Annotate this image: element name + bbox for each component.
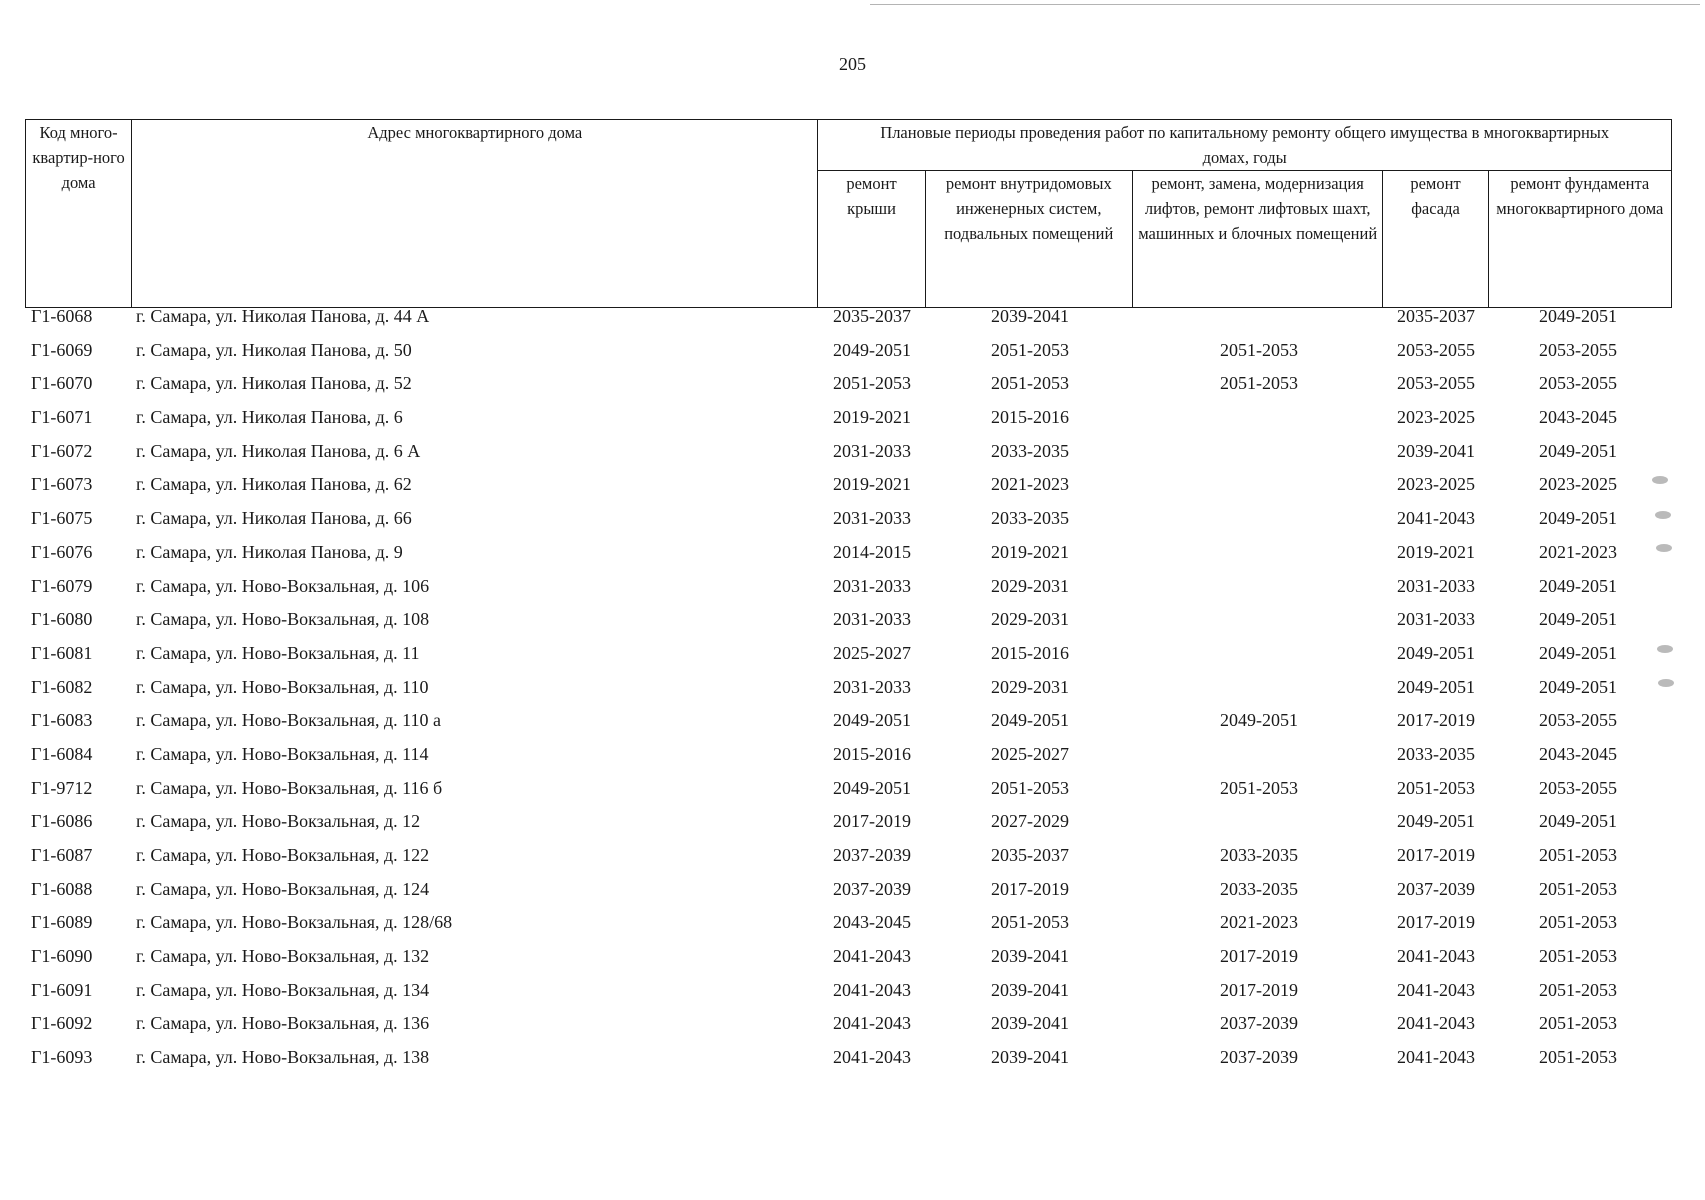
cell-address: г. Самара, ул. Николая Панова, д. 44 А	[136, 306, 430, 326]
cell-foundation: 2051-2053	[1539, 912, 1617, 933]
cell-elevators: 2051-2053	[1220, 339, 1298, 360]
cell-facade: 2041-2043	[1397, 1013, 1475, 1034]
cell-facade: 2017-2019	[1397, 845, 1475, 865]
cell-foundation: 2051-2053	[1539, 946, 1617, 967]
cell-facade: 2041-2043	[1397, 946, 1475, 967]
cell-code: Г1-6071	[31, 407, 93, 428]
cell-elevators: 2049-2051	[1220, 710, 1298, 731]
cell-foundation: 2043-2045	[1539, 743, 1617, 764]
cell-elevators: 2037-2039	[1220, 1047, 1298, 1068]
table-row	[25, 506, 1672, 540]
cell-foundation: 2049-2051	[1539, 609, 1617, 630]
table-row	[25, 843, 1672, 877]
cell-code: Г1-6083	[31, 710, 93, 731]
cell-address: г. Самара, ул. Николая Панова, д. 66	[136, 508, 412, 529]
cell-roof: 2025-2027	[833, 642, 911, 663]
header-facade: ремонт фасада	[1383, 171, 1488, 308]
cell-code: Г1-6091	[31, 979, 93, 1000]
table-row	[25, 742, 1672, 776]
cell-foundation: 2051-2053	[1539, 979, 1617, 1000]
cell-roof: 2035-2037	[833, 306, 911, 326]
cell-address: г. Самара, ул. Николая Панова, д. 6 А	[136, 440, 421, 461]
cell-roof: 2019-2021	[833, 407, 911, 428]
cell-facade: 2035-2037	[1397, 306, 1475, 326]
cell-address: г. Самара, ул. Николая Панова, д. 52	[136, 373, 412, 394]
cell-roof: 2049-2051	[833, 777, 911, 798]
cell-elevators: 2021-2023	[1220, 912, 1298, 933]
cell-roof: 2014-2015	[833, 541, 911, 562]
cell-elevators: 2033-2035	[1220, 878, 1298, 899]
cell-facade: 2049-2051	[1397, 811, 1475, 832]
cell-engineering: 2027-2029	[991, 811, 1069, 832]
cell-engineering: 2029-2031	[991, 575, 1069, 596]
cell-address: г. Самара, ул. Ново-Вокзальная, д. 136	[136, 1013, 430, 1034]
cell-address: г. Самара, ул. Ново-Вокзальная, д. 132	[136, 946, 430, 967]
cell-engineering: 2021-2023	[991, 474, 1069, 495]
cell-facade: 2051-2053	[1397, 777, 1475, 798]
cell-facade: 2041-2043	[1397, 979, 1475, 1000]
cell-foundation: 2053-2055	[1539, 373, 1617, 394]
cell-roof: 2031-2033	[833, 575, 911, 596]
cell-elevators: 2051-2053	[1220, 777, 1298, 798]
cell-foundation: 2049-2051	[1539, 306, 1617, 326]
cell-roof: 2031-2033	[833, 609, 911, 630]
cell-foundation: 2051-2053	[1539, 845, 1617, 865]
cell-code: Г1-6082	[31, 676, 93, 697]
cell-roof: 2043-2045	[833, 912, 911, 933]
table-row	[25, 978, 1672, 1012]
table-row	[25, 944, 1672, 978]
cell-elevators: 2037-2039	[1220, 1013, 1298, 1034]
table-row	[25, 607, 1672, 641]
table-row	[25, 371, 1672, 405]
cell-code: Г1-9712	[31, 777, 93, 798]
cell-engineering: 2051-2053	[991, 339, 1069, 360]
cell-engineering: 2029-2031	[991, 609, 1069, 630]
cell-roof: 2049-2051	[833, 339, 911, 360]
cell-facade: 2033-2035	[1397, 743, 1475, 764]
cell-facade: 2023-2025	[1397, 407, 1475, 428]
cell-roof: 2041-2043	[833, 1047, 911, 1068]
header-elevators: ремонт, замена, модернизация лифтов, ремонт лифтовых шахт, машинных и блочных помещений	[1132, 171, 1382, 308]
cell-roof: 2037-2039	[833, 845, 911, 865]
table-row	[25, 641, 1672, 675]
cell-code: Г1-6081	[31, 642, 93, 663]
cell-engineering: 2015-2016	[991, 407, 1069, 428]
table-row	[25, 877, 1672, 911]
cell-engineering: 2039-2041	[991, 1013, 1069, 1034]
cell-facade: 2017-2019	[1397, 912, 1475, 933]
cell-code: Г1-6084	[31, 743, 93, 764]
cell-facade: 2049-2051	[1397, 676, 1475, 697]
cell-roof: 2031-2033	[833, 676, 911, 697]
cell-address: г. Самара, ул. Николая Панова, д. 6	[136, 407, 403, 428]
cell-foundation: 2049-2051	[1539, 440, 1617, 461]
cell-code: Г1-6073	[31, 474, 93, 495]
cell-code: Г1-6087	[31, 845, 93, 865]
scan-artifact-spot	[1657, 645, 1673, 653]
table-row	[25, 809, 1672, 843]
cell-foundation: 2051-2053	[1539, 1013, 1617, 1034]
cell-address: г. Самара, ул. Ново-Вокзальная, д. 110	[136, 676, 429, 697]
cell-engineering: 2051-2053	[991, 777, 1069, 798]
cell-foundation: 2049-2051	[1539, 676, 1617, 697]
scan-artifact-spot	[1655, 511, 1671, 519]
cell-roof: 2031-2033	[833, 508, 911, 529]
cell-facade: 2031-2033	[1397, 609, 1475, 630]
cell-code: Г1-6093	[31, 1047, 93, 1068]
cell-address: г. Самара, ул. Ново-Вокзальная, д. 116 б	[136, 777, 443, 798]
cell-code: Г1-6086	[31, 811, 93, 832]
table-row	[25, 304, 1672, 338]
cell-engineering: 2039-2041	[991, 306, 1069, 326]
header-address: Адрес многоквартирного дома	[132, 120, 818, 308]
cell-foundation: 2043-2045	[1539, 407, 1617, 428]
cell-roof: 2051-2053	[833, 373, 911, 394]
cell-foundation: 2051-2053	[1539, 1047, 1617, 1068]
table-row	[25, 540, 1672, 574]
cell-code: Г1-6069	[31, 339, 93, 360]
cell-facade: 2041-2043	[1397, 1047, 1475, 1068]
scan-artifact-line	[870, 4, 1700, 5]
header-periods-group: Плановые периоды проведения работ по капитальному ремонту общего имущества в многоквартирных домах, годы	[818, 120, 1672, 171]
cell-engineering: 2017-2019	[991, 878, 1069, 899]
table-row	[25, 776, 1672, 810]
cell-engineering: 2039-2041	[991, 946, 1069, 967]
cell-engineering: 2035-2037	[991, 845, 1069, 865]
header-roof: ремонт крыши	[818, 171, 925, 308]
table-row	[25, 708, 1672, 742]
cell-foundation: 2049-2051	[1539, 575, 1617, 596]
cell-address: г. Самара, ул. Ново-Вокзальная, д. 134	[136, 979, 430, 1000]
cell-code: Г1-6088	[31, 878, 93, 899]
cell-roof: 2041-2043	[833, 979, 911, 1000]
cell-roof: 2041-2043	[833, 946, 911, 967]
cell-roof: 2019-2021	[833, 474, 911, 495]
cell-elevators: 2051-2053	[1220, 373, 1298, 394]
cell-address: г. Самара, ул. Ново-Вокзальная, д. 138	[136, 1047, 430, 1068]
scan-artifact-spot	[1652, 476, 1668, 484]
table-body	[25, 304, 1672, 1079]
table-row	[25, 574, 1672, 608]
scan-artifact-spot	[1658, 679, 1674, 687]
cell-address: г. Самара, ул. Ново-Вокзальная, д. 108	[136, 609, 430, 630]
cell-code: Г1-6070	[31, 373, 93, 394]
header-engineering: ремонт внутридомовых инженерных систем, подвальных помещений	[925, 171, 1132, 308]
cell-foundation: 2053-2055	[1539, 777, 1617, 798]
cell-facade: 2017-2019	[1397, 710, 1475, 731]
cell-roof: 2017-2019	[833, 811, 911, 832]
cell-address: г. Самара, ул. Николая Панова, д. 50	[136, 339, 412, 360]
table-row	[25, 338, 1672, 372]
cell-code: Г1-6075	[31, 508, 93, 529]
table-row	[25, 405, 1672, 439]
cell-engineering: 2051-2053	[991, 373, 1069, 394]
cell-roof: 2037-2039	[833, 878, 911, 899]
cell-foundation: 2049-2051	[1539, 811, 1617, 832]
cell-elevators: 2017-2019	[1220, 979, 1298, 1000]
cell-foundation: 2049-2051	[1539, 508, 1617, 529]
cell-address: г. Самара, ул. Ново-Вокзальная, д. 114	[136, 743, 429, 764]
cell-facade: 2053-2055	[1397, 373, 1475, 394]
cell-facade: 2031-2033	[1397, 575, 1475, 596]
cell-roof: 2049-2051	[833, 710, 911, 731]
cell-roof: 2041-2043	[833, 1013, 911, 1034]
cell-facade: 2023-2025	[1397, 474, 1475, 495]
header-foundation: ремонт фундамента многоквартирного дома	[1488, 171, 1671, 308]
cell-code: Г1-6080	[31, 609, 93, 630]
cell-code: Г1-6072	[31, 440, 93, 461]
cell-facade: 2019-2021	[1397, 541, 1475, 562]
cell-code: Г1-6068	[31, 306, 93, 326]
table-row	[25, 910, 1672, 944]
cell-address: г. Самара, ул. Ново-Вокзальная, д. 110 а	[136, 710, 441, 731]
table-row	[25, 675, 1672, 709]
cell-facade: 2039-2041	[1397, 440, 1475, 461]
cell-foundation: 2053-2055	[1539, 710, 1617, 731]
header-code: Код много-квартир-ного дома	[26, 120, 132, 308]
cell-facade: 2049-2051	[1397, 642, 1475, 663]
cell-code: Г1-6090	[31, 946, 93, 967]
cell-foundation: 2051-2053	[1539, 878, 1617, 899]
cell-roof: 2015-2016	[833, 743, 911, 764]
table-row	[25, 472, 1672, 506]
cell-code: Г1-6079	[31, 575, 93, 596]
cell-facade: 2041-2043	[1397, 508, 1475, 529]
cell-address: г. Самара, ул. Ново-Вокзальная, д. 124	[136, 878, 430, 899]
table-header	[25, 119, 1672, 304]
cell-address: г. Самара, ул. Ново-Вокзальная, д. 106	[136, 575, 430, 596]
cell-foundation: 2053-2055	[1539, 339, 1617, 360]
table-row	[25, 1011, 1672, 1045]
table-row	[25, 439, 1672, 473]
cell-engineering: 2049-2051	[991, 710, 1069, 731]
cell-code: Г1-6092	[31, 1013, 93, 1034]
cell-roof: 2031-2033	[833, 440, 911, 461]
cell-address: г. Самара, ул. Ново-Вокзальная, д. 12	[136, 811, 421, 832]
cell-engineering: 2039-2041	[991, 979, 1069, 1000]
cell-address: г. Самара, ул. Николая Панова, д. 62	[136, 474, 412, 495]
scan-artifact-spot	[1656, 544, 1672, 552]
table-row	[25, 1045, 1672, 1079]
cell-engineering: 2015-2016	[991, 642, 1069, 663]
cell-address: г. Самара, ул. Ново-Вокзальная, д. 122	[136, 845, 430, 865]
cell-address: г. Самара, ул. Ново-Вокзальная, д. 11	[136, 642, 420, 663]
cell-address: г. Самара, ул. Ново-Вокзальная, д. 128/68	[136, 912, 453, 933]
cell-engineering: 2051-2053	[991, 912, 1069, 933]
cell-foundation: 2049-2051	[1539, 642, 1617, 663]
cell-foundation: 2023-2025	[1539, 474, 1617, 495]
cell-elevators: 2017-2019	[1220, 946, 1298, 967]
cell-engineering: 2019-2021	[991, 541, 1069, 562]
cell-engineering: 2033-2035	[991, 508, 1069, 529]
cell-engineering: 2039-2041	[991, 1047, 1069, 1068]
cell-engineering: 2033-2035	[991, 440, 1069, 461]
cell-facade: 2053-2055	[1397, 339, 1475, 360]
cell-code: Г1-6076	[31, 541, 93, 562]
page-number: 205	[839, 54, 866, 74]
cell-engineering: 2025-2027	[991, 743, 1069, 764]
cell-address: г. Самара, ул. Николая Панова, д. 9	[136, 541, 403, 562]
cell-facade: 2037-2039	[1397, 878, 1475, 899]
cell-engineering: 2029-2031	[991, 676, 1069, 697]
cell-elevators: 2033-2035	[1220, 845, 1298, 865]
cell-foundation: 2021-2023	[1539, 541, 1617, 562]
cell-code: Г1-6089	[31, 912, 93, 933]
